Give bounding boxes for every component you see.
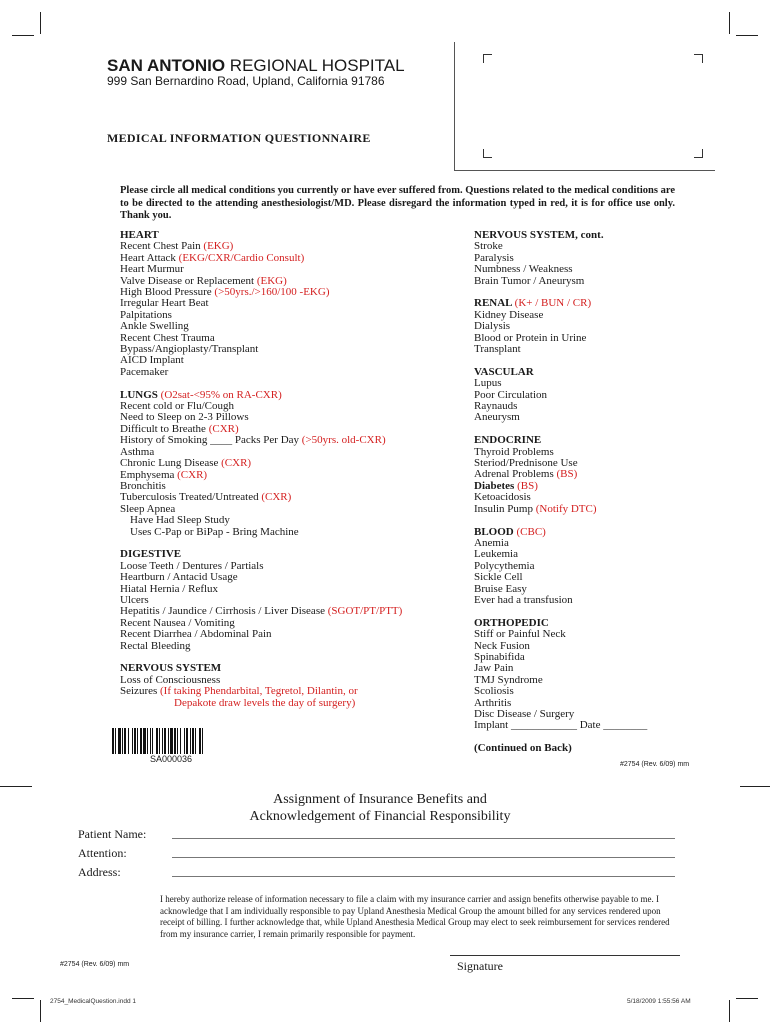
condition-item[interactable]: TMJ Syndrome <box>474 673 543 686</box>
patient-name-label: Patient Name: <box>78 827 147 841</box>
signature-label: Signature <box>457 959 503 973</box>
condition-item[interactable]: Diabetes (BS) <box>474 479 538 492</box>
condition-item[interactable]: Valve Disease or Replacement (EKG) <box>120 274 287 287</box>
attention-label: Attention: <box>78 846 127 860</box>
condition-item[interactable]: Pacemaker <box>120 365 169 378</box>
condition-item[interactable]: Palpitations <box>120 308 172 321</box>
condition-item[interactable]: Rectal Bleeding <box>120 639 191 652</box>
condition-item[interactable]: Hepatitis / Jaundice / Cirrhosis / Liver Disease (SGOT/PT/PTT) <box>120 605 403 618</box>
condition-item[interactable]: Heartburn / Antacid Usage <box>120 571 238 584</box>
condition-item[interactable]: High Blood Pressure (>50yrs./>160/100 -EKG) <box>120 286 330 299</box>
condition-item[interactable]: Spinabifida <box>474 650 525 663</box>
condition-item[interactable]: Steriod/Prednisone Use <box>474 457 578 470</box>
section-heading-nervous-system: NERVOUS SYSTEM <box>120 662 222 675</box>
address-field[interactable] <box>172 876 675 877</box>
condition-item[interactable]: Recent cold or Flu/Cough <box>120 400 234 413</box>
section-heading-lungs: LUNGS (O2sat-<95% on RA-CXR) <box>120 388 282 401</box>
condition-item[interactable]: Irregular Heart Beat <box>120 297 209 310</box>
crop-mark <box>729 1000 730 1022</box>
condition-item[interactable]: Chronic Lung Disease (CXR) <box>120 457 252 470</box>
crop-mark <box>12 35 34 36</box>
condition-item[interactable]: Adrenal Problems (BS) <box>474 468 578 481</box>
crop-mark <box>12 998 34 999</box>
condition-item[interactable]: Loose Teeth / Dentures / Partials <box>120 559 264 572</box>
condition-item[interactable]: Scoliosis <box>474 685 514 698</box>
condition-item[interactable]: Depakote draw levels the day of surgery) <box>174 696 356 709</box>
section-heading-endocrine: ENDOCRINE <box>474 434 542 447</box>
condition-item[interactable]: Recent Nausea / Vomiting <box>120 616 235 629</box>
condition-item[interactable]: Bronchitis <box>120 479 166 492</box>
condition-item[interactable]: Ketoacidosis <box>474 491 531 504</box>
condition-item[interactable]: AICD Implant <box>120 354 184 367</box>
condition-item[interactable]: Paralysis <box>474 251 514 264</box>
footer-filename: 2754_MedicalQuestion.indd 1 <box>50 998 137 1005</box>
attention-field[interactable] <box>172 857 675 858</box>
section-heading-nervous-system-cont: NERVOUS SYSTEM, cont. <box>474 229 604 241</box>
condition-item[interactable]: Kidney Disease <box>474 308 544 321</box>
section-heading-orthopedic: ORTHOPEDIC <box>474 616 549 629</box>
condition-item[interactable]: Arthritis <box>474 696 512 709</box>
condition-item[interactable]: Tuberculosis Treated/Untreated (CXR) <box>120 491 292 504</box>
continued-note: (Continued on Back) <box>474 742 572 754</box>
condition-item[interactable]: Stroke <box>474 240 503 253</box>
condition-item[interactable]: Seizures (If taking Phendarbital, Tegretol, Dilantin, or <box>120 685 358 698</box>
condition-item[interactable]: Leukemia <box>474 548 518 561</box>
condition-item[interactable]: Transplant <box>474 343 521 356</box>
condition-item[interactable]: Heart Murmur <box>120 263 184 276</box>
form-revision: #2754 (Rev. 6/09) mm <box>620 761 690 768</box>
address-label: Address: <box>78 865 121 879</box>
condition-item[interactable]: Difficult to Breathe (CXR) <box>120 422 239 435</box>
condition-item[interactable]: Ever had a transfusion <box>474 593 573 606</box>
crop-mark <box>729 12 730 34</box>
condition-item[interactable]: Anemia <box>474 536 509 549</box>
label-corner <box>694 149 703 158</box>
condition-item[interactable]: Heart Attack (EKG/CXR/Cardio Consult) <box>120 251 305 264</box>
condition-item[interactable]: Thyroid Problems <box>474 445 554 458</box>
crop-mark <box>736 998 758 999</box>
section-heading-blood: BLOOD (CBC) <box>474 525 546 538</box>
conditions-right-column <box>474 230 647 732</box>
condition-item[interactable]: Disc Disease / Surgery <box>474 707 575 720</box>
conditions-left-column <box>120 230 402 709</box>
consent-text: I hereby authorize release of information necessary to file a claim with my insurance carrier and assign benefits otherwise payable to me. I acknowledge that I am individually responsible to pay Upland Anesthesia Medical Group the amount billed for any services rendered upon receipt of billing. I further acknowledge that, while Upland Anesthesia Medical Group may elect to seek reimbursement for services rendered from my insurance carrier, I remain primarily responsible for payment. <box>160 894 670 939</box>
condition-item[interactable]: Aneurysm <box>474 411 520 424</box>
condition-item[interactable]: Bypass/Angioplasty/Transplant <box>120 343 259 356</box>
condition-item[interactable]: Raynauds <box>474 400 518 413</box>
signature-field[interactable] <box>450 955 680 956</box>
condition-item[interactable]: Neck Fusion <box>474 639 530 652</box>
condition-item[interactable]: Loss of Consciousness <box>120 673 221 686</box>
condition-item[interactable]: Emphysema (CXR) <box>120 468 208 481</box>
crop-mark <box>40 12 41 34</box>
section-heading-vascular: VASCULAR <box>474 365 534 378</box>
condition-item[interactable]: Poor Circulation <box>474 388 548 401</box>
section-heading-renal: RENAL (K+ / BUN / CR) <box>474 297 592 310</box>
hospital-name: SAN ANTONIO REGIONAL HOSPITAL <box>107 56 405 75</box>
condition-item[interactable]: Brain Tumor / Aneurysm <box>474 274 585 287</box>
condition-item[interactable]: Stiff or Painful Neck <box>474 628 566 641</box>
condition-item[interactable]: Ankle Swelling <box>120 320 189 333</box>
condition-item[interactable]: Implant ____________ Date ________ <box>474 719 648 732</box>
condition-item[interactable]: History of Smoking ____ Packs Per Day (>50yrs. old-CXR) <box>120 434 386 447</box>
condition-item[interactable]: Hiatal Hernia / Reflux <box>120 582 219 595</box>
condition-item[interactable]: Numbness / Weakness <box>474 263 573 276</box>
condition-item[interactable]: Sickle Cell <box>474 571 523 584</box>
condition-item[interactable]: Recent Chest Trauma <box>120 331 215 344</box>
barcode-icon <box>112 728 238 754</box>
instructions: Please circle all medical conditions you currently or have ever suffered from. Questions related to the medical conditions are to be directed to the attending anesthesiologist/MD. Please disregard the information typed in red, it is for office use only. Thank you. <box>120 185 675 221</box>
label-corner <box>483 149 492 158</box>
label-corner <box>694 54 703 63</box>
condition-item[interactable]: Need to Sleep on 2-3 Pillows <box>120 411 249 424</box>
assignment-title-line2: Acknowledgement of Financial Responsibility <box>249 809 511 824</box>
crop-mark <box>40 1000 41 1022</box>
barcode-number: SA000036 <box>150 754 193 764</box>
form-revision-bottom: #2754 (Rev. 6/09) mm <box>60 961 130 968</box>
footer-timestamp: 5/18/2009 1:55:56 AM <box>627 998 691 1005</box>
form-title: MEDICAL INFORMATION QUESTIONNAIRE <box>107 131 371 145</box>
condition-item[interactable]: Dialysis <box>474 320 511 333</box>
patient-name-field[interactable] <box>172 838 675 839</box>
condition-item[interactable]: Ulcers <box>120 593 149 606</box>
condition-item[interactable]: Polycythemia <box>474 559 535 572</box>
condition-item[interactable]: Bruise Easy <box>474 582 527 595</box>
condition-item[interactable]: Asthma <box>120 445 155 458</box>
patient-label-area <box>454 42 715 171</box>
section-heading-heart: HEART <box>120 229 159 241</box>
condition-item[interactable]: Blood or Protein in Urine <box>474 331 587 344</box>
condition-item[interactable]: Lupus <box>474 377 502 390</box>
section-heading-digestive: DIGESTIVE <box>120 548 182 561</box>
condition-item[interactable]: Sleep Apnea <box>120 502 176 515</box>
crop-mark <box>0 786 32 787</box>
crop-mark <box>740 786 770 787</box>
condition-item[interactable]: Insulin Pump (Notify DTC) <box>474 502 597 515</box>
hospital-address: 999 San Bernardino Road, Upland, California 91786 <box>107 74 385 88</box>
label-corner <box>483 54 492 63</box>
condition-item[interactable]: Jaw Pain <box>474 662 514 675</box>
condition-item[interactable]: Uses C-Pap or BiPap - Bring Machine <box>130 525 299 538</box>
condition-item[interactable]: Recent Diarrhea / Abdominal Pain <box>120 628 272 641</box>
condition-item[interactable]: Have Had Sleep Study <box>130 514 230 527</box>
condition-item[interactable]: Recent Chest Pain (EKG) <box>120 240 234 253</box>
crop-mark <box>736 35 758 36</box>
assignment-title-line1: Assignment of Insurance Benefits and <box>273 792 487 807</box>
